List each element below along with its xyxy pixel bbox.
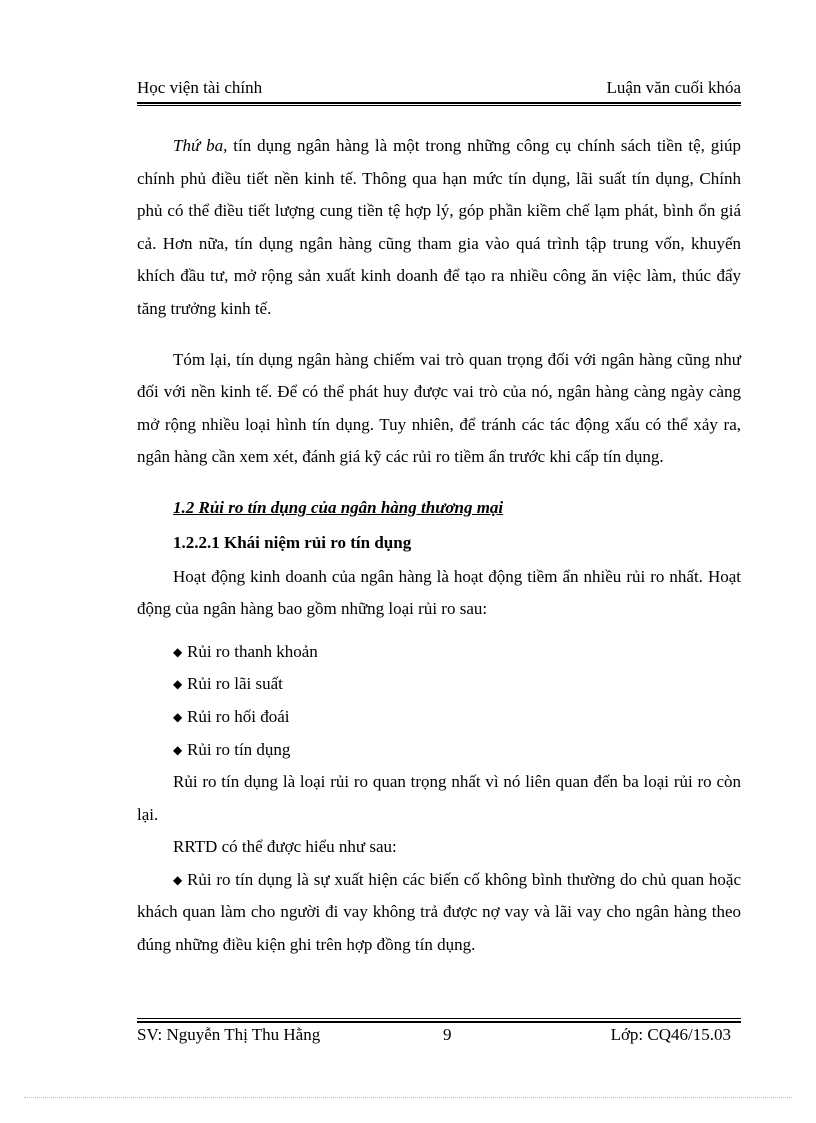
list-item-text: Rủi ro thanh khoản: [187, 641, 318, 661]
page-number: 9: [443, 1025, 452, 1044]
list-item-text: Rủi ro hối đoái: [187, 706, 290, 726]
list-item: [137, 701, 741, 734]
list-item: [137, 734, 741, 767]
paragraph-6-text: Rủi ro tín dụng là sự xuất hiện các biến cố không bình thường do chủ quan hoặc khách quan làm cho người đi vay không trả được nợ vay và lãi vay cho ngân hàng theo đúng những điều kiện ghi trên hợp đồng tín dụng.: [137, 869, 741, 955]
list-item: [137, 636, 741, 669]
paragraph-6: [137, 864, 741, 962]
header-rule: [137, 102, 741, 106]
footer-class: Lớp: CQ46/15.03: [610, 1025, 731, 1044]
page-edge-divider: [24, 1097, 792, 1098]
paragraph-3: Hoạt động kinh doanh của ngân hàng là hoạt động tiềm ẩn nhiều rủi ro nhất. Hoạt động của ngân hàng bao gồm những loại rủi ro sau:: [137, 566, 741, 619]
paragraph-4: Rủi ro tín dụng là loại rủi ro quan trọng nhất vì nó liên quan đến ba loại rủi ro còn lại.: [137, 772, 741, 824]
subsection-title: 1.2.2.1 Khái niệm rủi ro tín dụng: [173, 532, 412, 552]
footer-rule: [137, 1018, 741, 1023]
diamond-bullet-icon: ◆: [173, 709, 183, 724]
page-body: [137, 130, 741, 962]
list-item: [137, 668, 741, 701]
paragraph-1-lead: Thứ ba,: [173, 136, 228, 155]
diamond-bullet-icon: ◆: [173, 677, 183, 692]
diamond-bullet-icon: ◆: [173, 872, 183, 887]
footer-student: SV: Nguyễn Thị Thu Hằng: [137, 1025, 321, 1044]
diamond-bullet-icon: ◆: [173, 644, 183, 659]
header-doc-type: Luận văn cuối khóa: [606, 78, 741, 97]
list-item-text: Rủi ro tín dụng: [187, 739, 291, 759]
paragraph-5: RRTD có thể được hiểu như sau:: [173, 837, 397, 857]
diamond-bullet-icon: ◆: [173, 742, 183, 757]
page-footer: [137, 1025, 741, 1049]
paragraph-1: [137, 130, 741, 326]
section-title: 1.2 Rủi ro tín dụng của ngân hàng thương mại: [173, 497, 504, 517]
paragraph-2: Tóm lại, tín dụng ngân hàng chiếm vai trò quan trọng đối với ngân hàng cũng như đối với nền kinh tế. Để có thể phát huy được vai trò của nó, ngân hàng càng ngày càng mở rộng nhiều loại hình tín dụng. Tuy nhiên, để tránh các tác động xấu có thể xảy ra, ngân hàng cần xem xét, đánh giá kỹ các rủi ro tiềm ẩn trước khi cấp tín dụng.: [137, 349, 741, 467]
paragraph-1-text: tín dụng ngân hàng là một trong những công cụ chính sách tiền tệ, giúp chính phủ điều tiết nền kinh tế. Thông qua hạn mức tín dụng, lãi suất tín dụng, Chính phủ có thể điều tiết lượng cung tiền tệ hợp lý, góp phần kiềm chế lạm phát, bình ổn giá cả. Hơn nữa, tín dụng ngân hàng cũng tham gia vào quá trình tập trung vốn, khuyến khích đầu tư, mở rộng sản xuất kinh doanh để tạo ra nhiều công ăn việc làm, thúc đẩy tăng trưởng kinh tế.: [137, 136, 741, 318]
page-header: [137, 78, 741, 102]
list-item-text: Rủi ro lãi suất: [187, 674, 283, 694]
header-institution: Học viện tài chính: [137, 78, 263, 97]
